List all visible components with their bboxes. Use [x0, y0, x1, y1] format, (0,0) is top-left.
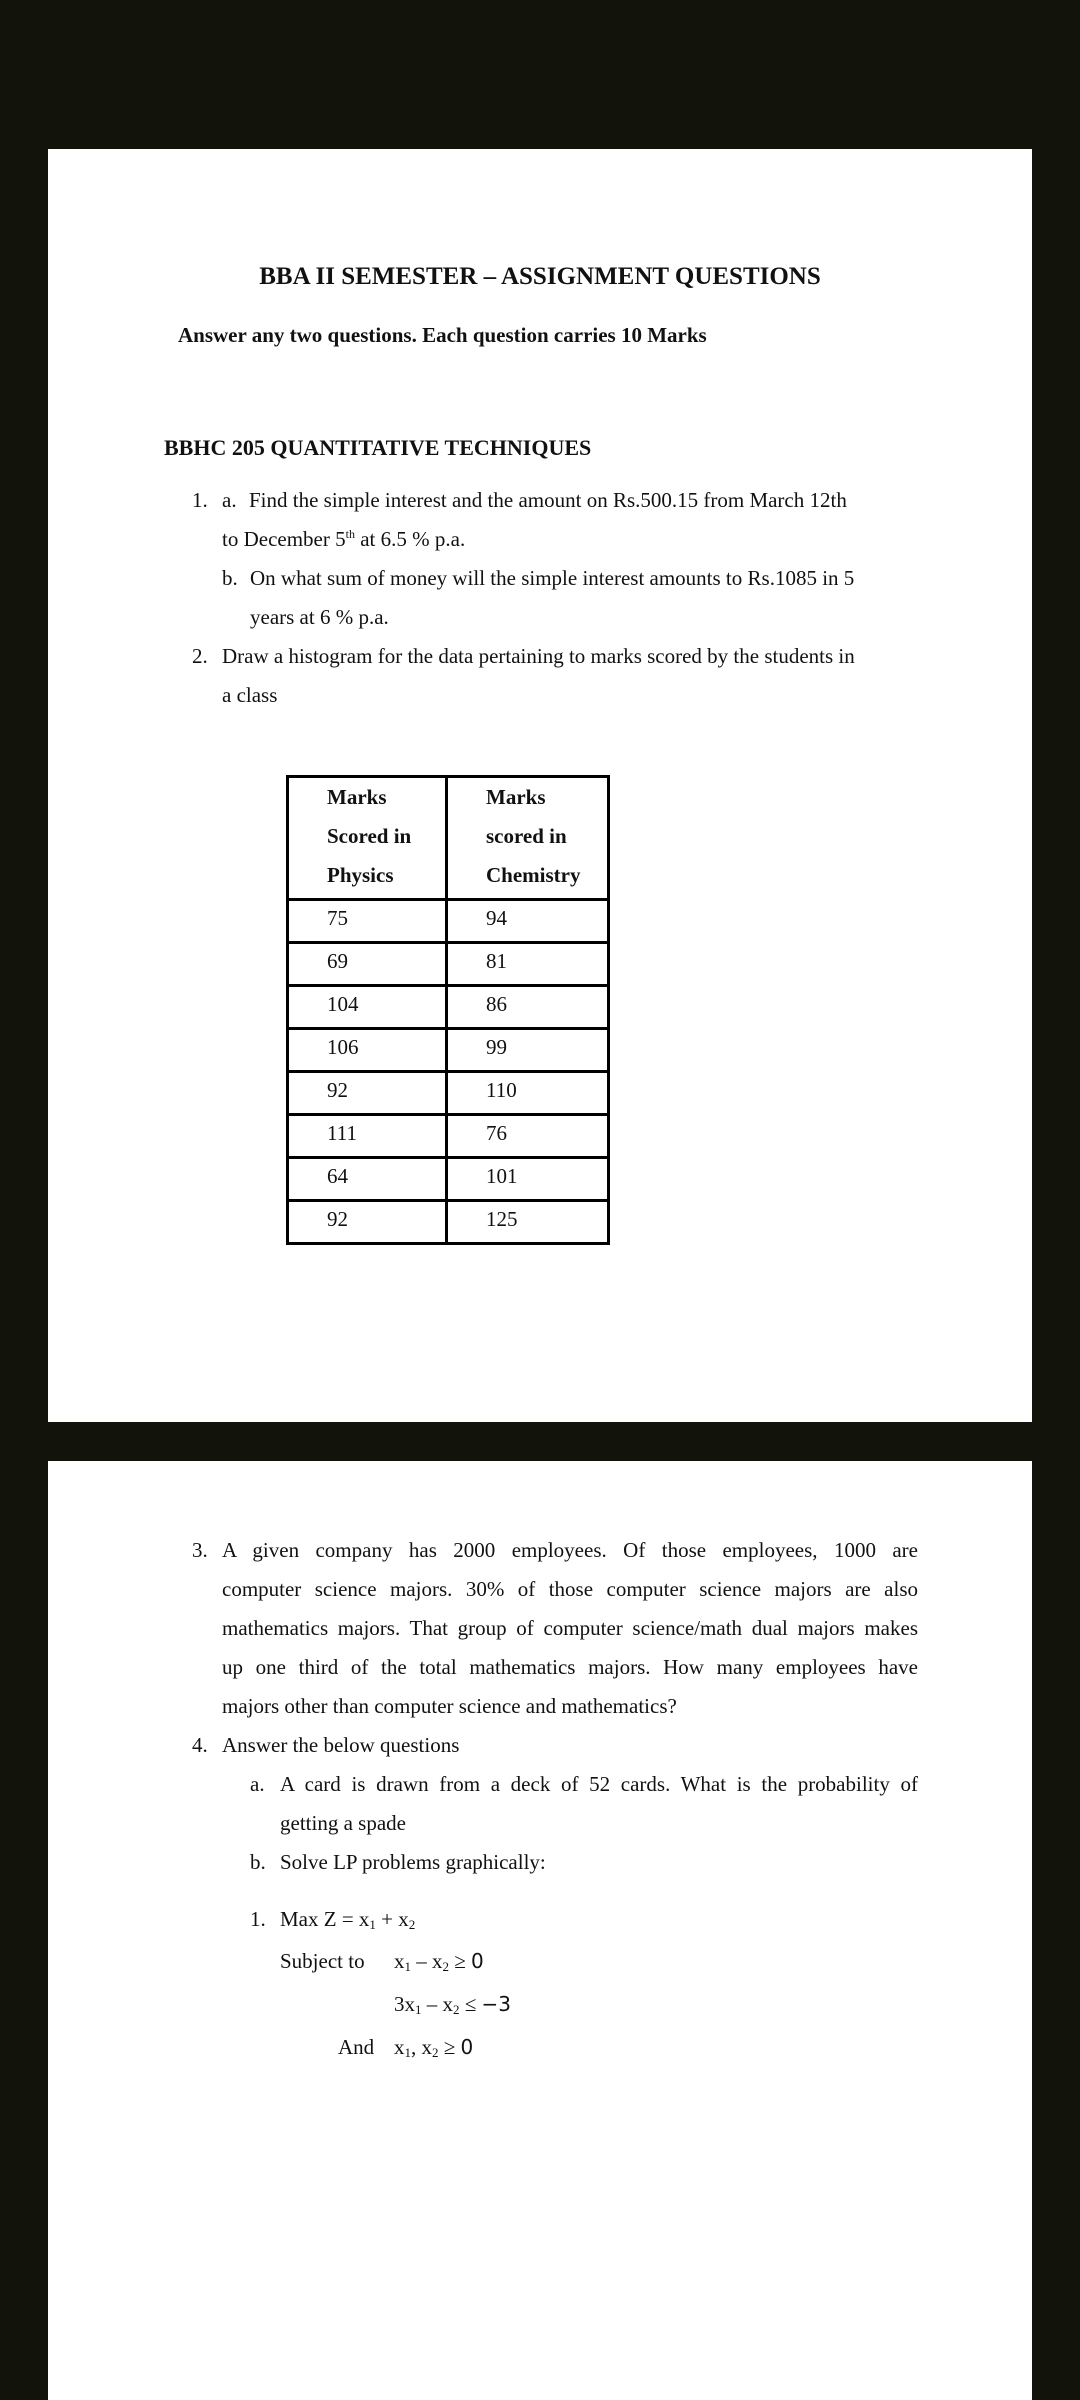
physics-cell: 111: [288, 1115, 447, 1158]
marks-table: [286, 775, 610, 1245]
lp-constraint-1: $x_1 - x_2 \ge 0$: [394, 1949, 484, 1974]
physics-cell: 92: [288, 1072, 447, 1115]
question-3-line: up one third of the total mathematics majors. How many employees have: [222, 1655, 918, 1679]
question-2-line-2: a class: [222, 683, 278, 707]
table-row: [288, 1072, 609, 1115]
question-4a-label: a.: [250, 1772, 265, 1796]
physics-cell: 106: [288, 1029, 447, 1072]
chemistry-cell: 76: [447, 1115, 609, 1158]
physics-cell: 92: [288, 1201, 447, 1244]
lp-nonnegativity: $x_1$, $x_2 \ge 0$: [394, 2035, 474, 2060]
lp-and-label: And: [338, 2035, 375, 2059]
question-1a-line-2: [222, 520, 465, 559]
question-1b-label: b.: [222, 566, 238, 590]
question-1-number: 1.: [192, 488, 208, 512]
question-4-text: Answer the below questions: [222, 1733, 460, 1757]
chemistry-cell: 81: [447, 943, 609, 986]
question-4b-label: b.: [250, 1850, 266, 1874]
table-row: [288, 900, 609, 943]
physics-cell: 69: [288, 943, 447, 986]
table-row: [288, 986, 609, 1029]
header-chemistry: Marks scored in Chemistry: [447, 777, 609, 900]
question-2-line-1: Draw a histogram for the data pertaining to marks scored by the students in: [222, 644, 855, 668]
physics-cell: 64: [288, 1158, 447, 1201]
document-page-1: [48, 149, 1032, 1422]
chemistry-cell: 99: [447, 1029, 609, 1072]
question-3-line: mathematics majors. That group of computer science/math dual majors makes: [222, 1616, 918, 1640]
table-row: [288, 1201, 609, 1244]
table-row: [288, 1158, 609, 1201]
instructions: Answer any two questions. Each question carries 10 Marks: [178, 323, 707, 347]
lp-subject-to-label: Subject to: [280, 1949, 365, 1973]
chemistry-cell: 101: [447, 1158, 609, 1201]
chemistry-cell: 86: [447, 986, 609, 1029]
question-3-line: A given company has 2000 employees. Of those employees, 1000 are: [222, 1538, 918, 1562]
question-4-number: 4.: [192, 1733, 208, 1757]
table-row: [288, 1115, 609, 1158]
question-3-text: [222, 1531, 918, 1726]
question-4b-text: Solve LP problems graphically:: [280, 1850, 546, 1874]
question-1a-line-1: Find the simple interest and the amount on Rs.500.15 from March 12th: [249, 488, 847, 512]
lp-constraint-2: $3x_1 - x_2 \le -3$: [394, 1992, 512, 2017]
superscript-th: th: [345, 527, 355, 541]
header-physics: Marks Scored in Physics: [288, 777, 447, 900]
table-row: [288, 943, 609, 986]
question-4a-line-1: A card is drawn from a deck of 52 cards. What is the probability of: [280, 1772, 918, 1796]
question-1b-line-2: years at 6 % p.a.: [250, 605, 389, 629]
table-header-row: [288, 777, 609, 900]
lp-objective: Max $Z = x_1 + x_2$: [280, 1907, 416, 1932]
question-2-number: 2.: [192, 644, 208, 668]
question-1b-line-1: On what sum of money will the simple interest amounts to Rs.1085 in 5: [250, 566, 855, 590]
table-row: [288, 1029, 609, 1072]
course-heading: BBHC 205 QUANTITATIVE TECHNIQUES: [164, 435, 592, 460]
question-1a-rate: at 6.5 % p.a.: [354, 527, 466, 551]
question-3-line: computer science majors. 30% of those computer science majors are also: [222, 1577, 918, 1601]
lp-number: 1.: [250, 1907, 266, 1931]
physics-cell: 104: [288, 986, 447, 1029]
question-1a-text: to December 5: [222, 527, 346, 551]
chemistry-cell: 125: [447, 1201, 609, 1244]
question-3-line: majors other than computer science and mathematics?: [222, 1694, 677, 1718]
chemistry-cell: 110: [447, 1072, 609, 1115]
document-title: BBA II SEMESTER – ASSIGNMENT QUESTIONS: [259, 263, 821, 290]
question-4a-line-2: getting a spade: [280, 1811, 406, 1835]
document-page-2: [48, 1461, 1032, 2400]
question-1a-label: a.: [222, 488, 237, 512]
question-3-number: 3.: [192, 1538, 208, 1562]
chemistry-cell: 94: [447, 900, 609, 943]
physics-cell: 75: [288, 900, 447, 943]
